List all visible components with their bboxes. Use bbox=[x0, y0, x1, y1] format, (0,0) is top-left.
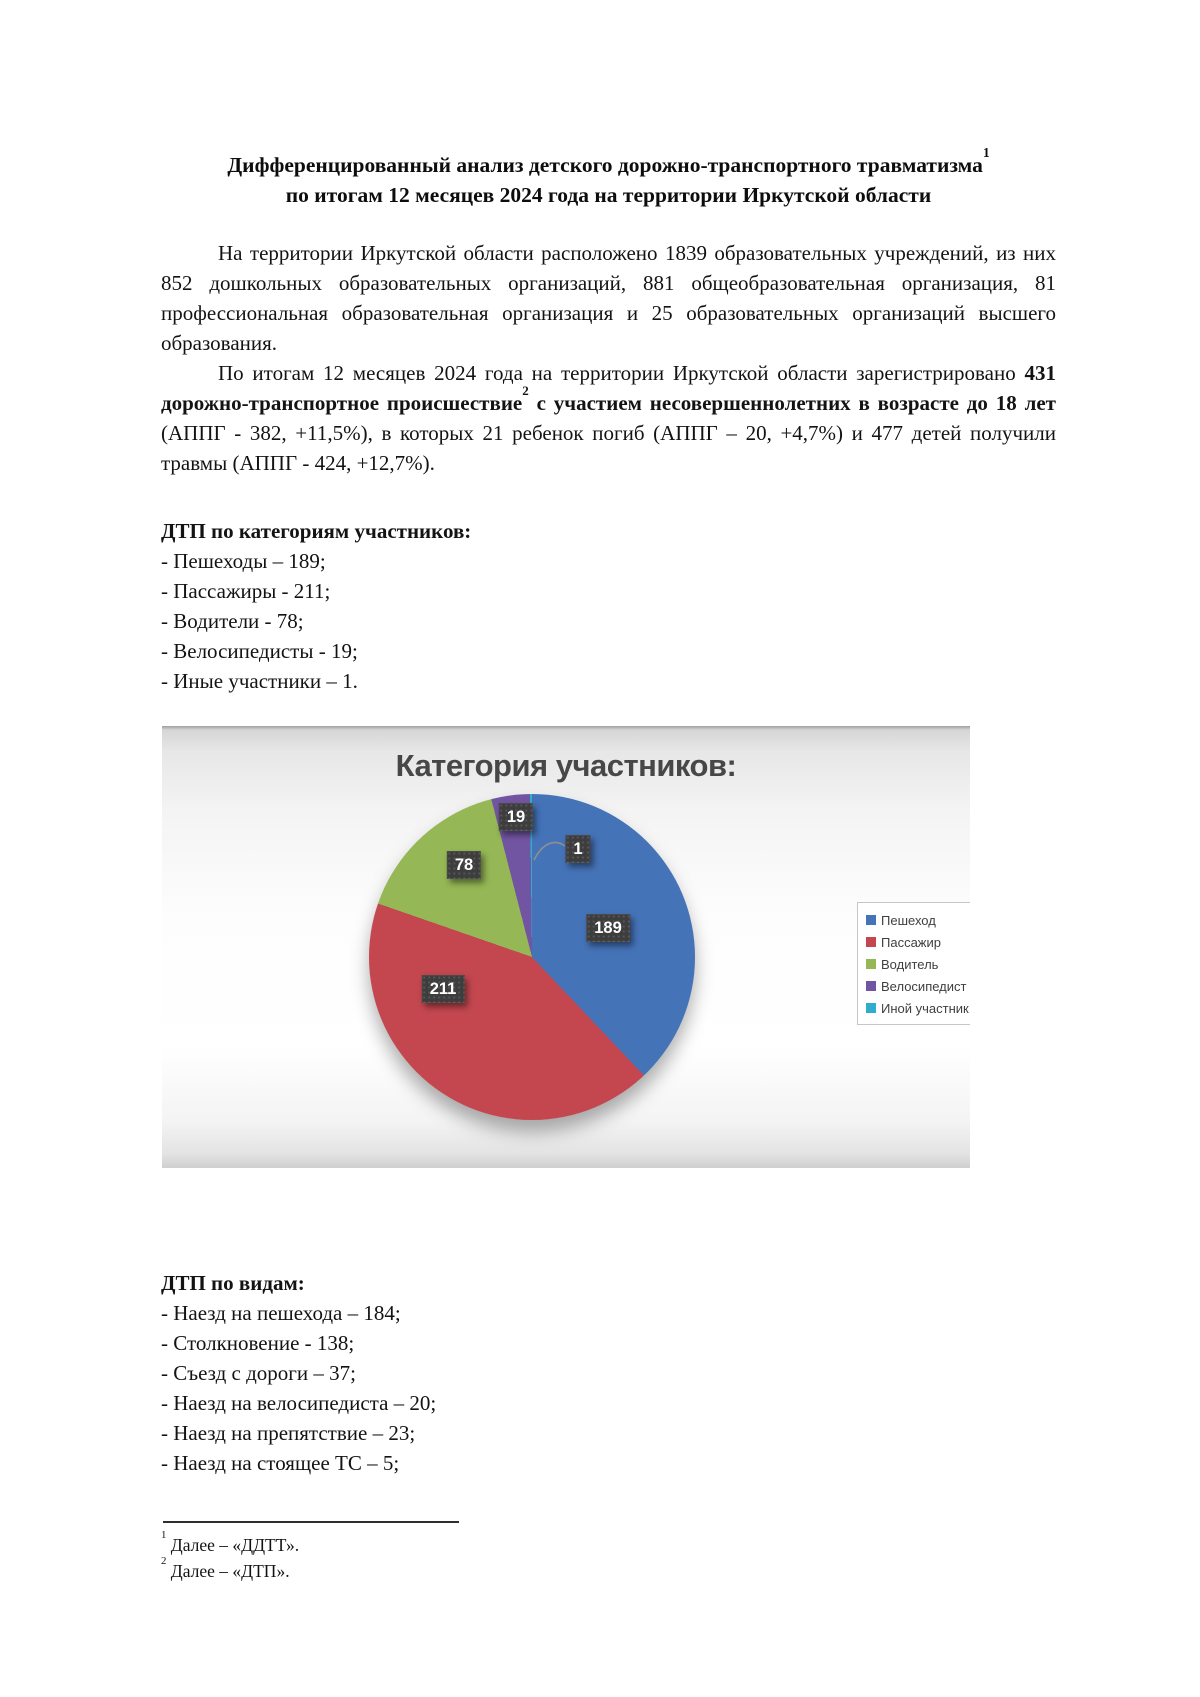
pie-data-label-driver: 78 bbox=[447, 851, 481, 879]
chart-title: Категория участников: bbox=[395, 748, 737, 783]
list-item: - Наезд на стоящее ТС – 5; bbox=[161, 1451, 400, 1475]
paragraph-2-bold1: 431 дорожно-транспортное происшествие bbox=[161, 361, 1056, 415]
paragraph-2 bbox=[161, 358, 1056, 478]
list-item: - Велосипедисты - 19; bbox=[161, 639, 358, 663]
footnote-1-text: Далее – «ДДТТ». bbox=[170, 1535, 300, 1555]
legend-item bbox=[866, 997, 970, 1019]
paragraph-2-bold2: с участием несовершеннолетних в возрасте до 18 лет bbox=[528, 391, 1056, 415]
list-item: - Съезд с дороги – 37; bbox=[161, 1361, 356, 1385]
document-title-line1 bbox=[161, 144, 1056, 180]
body-text bbox=[161, 238, 1056, 478]
footnote-separator bbox=[163, 1521, 459, 1523]
pie-data-label-other: 1 bbox=[565, 835, 590, 863]
footnote-2-number: 2 bbox=[161, 1555, 167, 1568]
pie-data-label-cyclist: 19 bbox=[499, 803, 533, 831]
legend-item bbox=[866, 975, 970, 997]
legend-label: Пассажир bbox=[881, 934, 941, 950]
legend-swatch-blue bbox=[866, 915, 876, 925]
list-accident-types bbox=[161, 1268, 1056, 1478]
pie-data-label-pedestrian: 189 bbox=[586, 914, 630, 942]
footnote-2-text: Далее – «ДТП». bbox=[170, 1561, 290, 1581]
chart-legend bbox=[857, 902, 970, 1025]
list-item: - Столкновение - 138; bbox=[161, 1331, 355, 1355]
footnote-ref-2: 2 bbox=[522, 382, 529, 398]
pie-chart bbox=[369, 794, 695, 1120]
legend-swatch-green bbox=[866, 959, 876, 969]
paragraph-2-part3: (АППГ - 382, +11,5%), в которых 21 ребенок погиб (АППГ – 20, +4,7%) и 477 детей получили травмы (АППГ - 424, +12,7%). bbox=[161, 421, 1056, 475]
legend-swatch-red bbox=[866, 937, 876, 947]
list-item: - Наезд на препятствие – 23; bbox=[161, 1421, 416, 1445]
legend-swatch-cyan bbox=[866, 1003, 876, 1013]
legend-label: Пешеход bbox=[881, 912, 936, 928]
legend-label: Велосипедист bbox=[881, 978, 967, 994]
footnote-ref-1: 1 bbox=[982, 144, 990, 160]
legend-label: Иной участник bbox=[881, 1000, 969, 1016]
legend-label: Водитель bbox=[881, 956, 939, 972]
pie-data-label-passenger: 211 bbox=[422, 975, 465, 1003]
legend-item bbox=[866, 953, 970, 975]
list-categories-heading: ДТП по категориям участников: bbox=[161, 519, 472, 543]
footnote-1 bbox=[161, 1529, 661, 1558]
footnote-2 bbox=[161, 1555, 661, 1584]
document-title-text1: Дифференцированный анализ детского дорожно-транспортного травматизма bbox=[227, 153, 983, 177]
list-item: - Иные участники – 1. bbox=[161, 669, 358, 693]
footnote-1-number: 1 bbox=[161, 1529, 167, 1542]
pie-chart-panel bbox=[162, 726, 970, 1168]
list-item: - Наезд на пешехода – 184; bbox=[161, 1301, 401, 1325]
paragraph-1: На территории Иркутской области расположено 1839 образовательных учреждений, из них 852 дошкольных образовательных организаций, 881 общеобразовательная организация, 81 профессиональная образовательная организация и 25 образовательных организаций высшего образования. bbox=[161, 241, 1056, 355]
list-categories bbox=[161, 516, 1056, 696]
legend-item bbox=[866, 931, 970, 953]
list-item: - Пассажиры - 211; bbox=[161, 579, 331, 603]
legend-swatch-purple bbox=[866, 981, 876, 991]
document-title-line2: по итогам 12 месяцев 2024 года на территории Иркутской области bbox=[285, 183, 932, 207]
list-item: - Наезд на велосипедиста – 20; bbox=[161, 1391, 437, 1415]
legend-item bbox=[866, 909, 970, 931]
footnotes bbox=[161, 1529, 661, 1584]
list-item: - Водители - 78; bbox=[161, 609, 304, 633]
paragraph-2-part1: По итогам 12 месяцев 2024 года на территории Иркутской области зарегистрировано bbox=[218, 361, 1025, 385]
list-item: - Пешеходы – 189; bbox=[161, 549, 326, 573]
list-accident-types-heading: ДТП по видам: bbox=[161, 1271, 305, 1295]
document-title bbox=[161, 144, 1056, 210]
